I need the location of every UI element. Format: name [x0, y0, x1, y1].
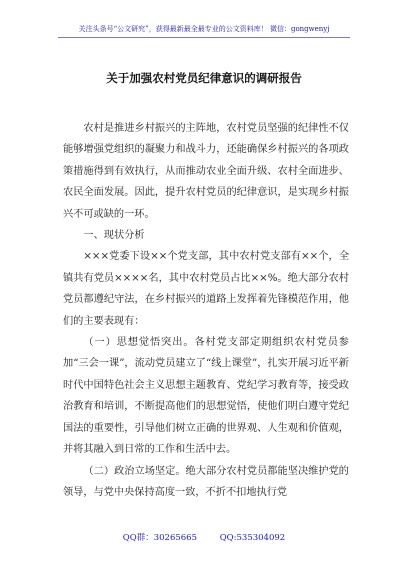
document-body — [63, 118, 349, 503]
status-paragraph: ×××党委下设××个党支部，其中农村党支部有××个，全镇共有党员××××名，其中农村党员占比××%。绝大部分农村党员都遵纪守法，在乡村振兴的道路上发挥着先锋模范作用，他们的主要表现有： — [63, 251, 349, 327]
point-one-paragraph: （一）思想觉悟突出。各村党支部定期组织农村党员参加“三会一课”，流动党员建立了“线上课堂”，扎实开展习近平新时代中国特色社会主义思想主题教育、党纪学习教育等，接受政治教育和培训，不断提高他们的思想觉悟，使他们明白遵守党纪国法的重要性，引导他们树立正确的世界观、人生观和价值观，并将其融入到日常的工作和生活中去。 — [63, 337, 349, 456]
qq-group-text: QQ群：30265665 — [122, 533, 197, 543]
intro-paragraph: 农村是推进乡村振兴的主阵地，农村党员坚强的纪律性不仅能够增强党组织的凝聚力和战斗力，还能确保乡村振兴的各项政策措施得到有效执行，从而推动农业全面升级、农村全面进步、农民全面发展。因此，提升农村党员的纪律意识，是实现乡村振兴不可或缺的一环。 — [63, 123, 349, 220]
document-title: 关于加强农村党员纪律意识的调研报告 — [106, 71, 302, 85]
section-heading-status: 一、现状分析 — [83, 230, 145, 242]
qq-number-text: QQ:535304092 — [219, 533, 286, 543]
header-divider — [58, 37, 350, 38]
footer-contact — [0, 531, 408, 543]
point-two-paragraph: （二）政治立场坚定。绝大部分农村党员都能坚决维护党的领导，与党中央保持高度一致，不折不扣地执行党 — [63, 465, 349, 498]
header-promo-text: 关注头条号“公文研究”，获得最新最全最专业的公文资料库！ 微信：gongwenyj — [78, 25, 330, 33]
